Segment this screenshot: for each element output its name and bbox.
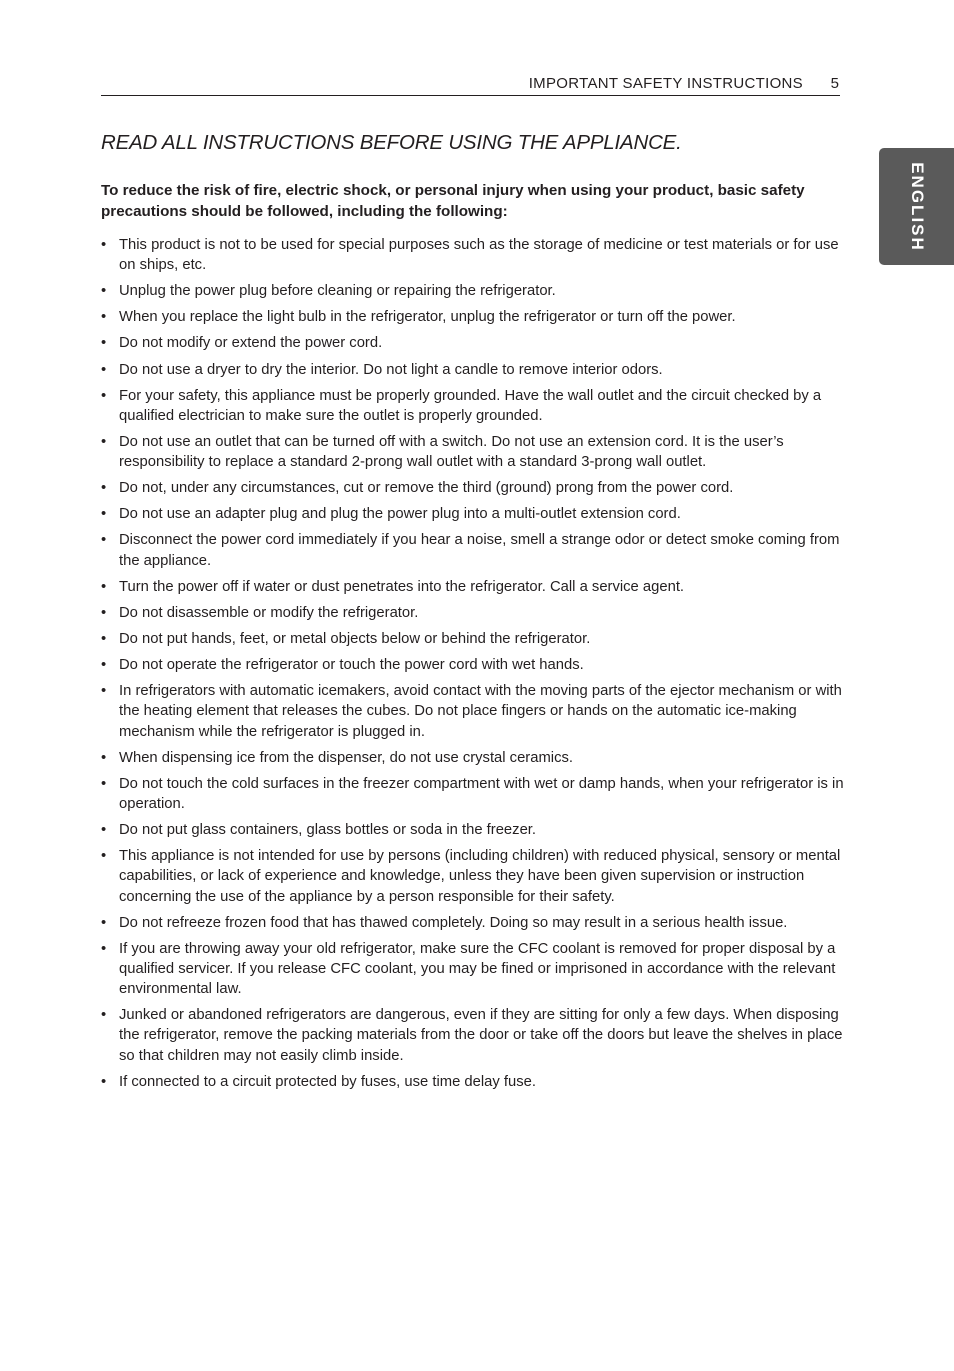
list-item (101, 603, 845, 623)
bullet-icon: • (101, 361, 107, 378)
list-item-text: For your safety, this appliance must be properly grounded. Have the wall outlet and the circuit checked by a qualified electrician to make sure the outlet is properly grounded. (119, 387, 822, 424)
list-item (101, 1072, 845, 1092)
bullet-icon: • (101, 1007, 107, 1024)
bullet-icon: • (101, 657, 107, 674)
list-item-text: Do not use an adapter plug and plug the power plug into a multi-outlet extension cord. (119, 506, 681, 523)
bullet-icon: • (101, 1073, 107, 1090)
list-item (101, 846, 845, 907)
list-item-text: Do not touch the cold surfaces in the freezer compartment with wet or damp hands, when your refrigerator is in operation. (119, 775, 844, 812)
list-item-text: Do not put glass containers, glass bottles or soda in the freezer. (119, 822, 537, 839)
list-item (101, 820, 845, 840)
bullet-icon: • (101, 848, 107, 865)
list-item-text: This appliance is not intended for use by persons (including children) with reduced physical, sensory or mental capabilities, or lack of experience and knowledge, unless they have been given supervision or instruction concerning the use of the appliance by a person responsible for their safety. (119, 848, 841, 905)
list-item (101, 333, 845, 353)
bullet-icon: • (101, 914, 107, 931)
list-item (101, 307, 845, 327)
page-number: 5 (830, 75, 839, 92)
list-item-text: When dispensing ice from the dispenser, do not use crystal ceramics. (119, 749, 573, 766)
list-item (101, 386, 845, 426)
list-item (101, 655, 845, 675)
list-item-text: Junked or abandoned refrigerators are dangerous, even if they are sitting for only a few days. When disposing the refrigerator, remove the packing materials from the door or take off the doors but leave the shelves in place so that children may not easily climb inside. (119, 1007, 843, 1064)
bullet-icon: • (101, 940, 107, 957)
list-item (101, 530, 845, 570)
list-item (101, 939, 845, 1000)
list-item (101, 577, 845, 597)
list-item (101, 913, 845, 933)
bullet-icon: • (101, 630, 107, 647)
bullet-icon: • (101, 604, 107, 621)
list-item-text: When you replace the light bulb in the refrigerator, unplug the refrigerator or turn off the power. (119, 309, 736, 326)
bullet-icon: • (101, 283, 107, 300)
list-item-text: Do not use an outlet that can be turned off with a switch. Do not use an extension cord. It is the user’s responsibility to replace a standard 2-prong wall outlet with a standard 3-prong wall outlet. (119, 433, 784, 471)
list-item (101, 281, 845, 301)
list-item-text: Disconnect the power cord immediately if you hear a noise, smell a strange odor or detect smoke coming from the appliance. (119, 532, 840, 569)
bullet-icon: • (101, 309, 107, 326)
list-item-text: Turn the power off if water or dust penetrates into the refrigerator. Call a service agent. (119, 578, 685, 595)
list-item-text: Do not, under any circumstances, cut or remove the third (ground) prong from the power cord. (119, 480, 734, 497)
bullet-icon: • (101, 532, 107, 549)
list-item-text: Do not put hands, feet, or metal objects below or behind the refrigerator. (119, 630, 591, 647)
intro-paragraph: To reduce the risk of fire, electric shock, or personal injury when using your product, basic safety precautions should be followed, including the following: (101, 182, 805, 220)
bullet-icon: • (101, 683, 107, 700)
list-item (101, 748, 845, 768)
list-item-text: This product is not to be used for special purposes such as the storage of medicine or test materials or for use on ships, etc. (119, 237, 839, 274)
language-tab-label: ENGLISH (907, 161, 927, 252)
list-item (101, 432, 845, 472)
bullet-icon: • (101, 749, 107, 766)
header-section-title: IMPORTANT SAFETY INSTRUCTIONS (528, 75, 803, 92)
bullet-icon: • (101, 578, 107, 595)
bullet-icon: • (101, 506, 107, 523)
list-item (101, 681, 845, 742)
page-title: READ ALL INSTRUCTIONS BEFORE USING THE APPLIANCE. (101, 131, 682, 154)
list-item (101, 1005, 845, 1066)
list-item-text: If connected to a circuit protected by fuses, use time delay fuse. (119, 1073, 537, 1090)
bullet-icon: • (101, 433, 107, 450)
list-item-text: In refrigerators with automatic icemakers, avoid contact with the moving parts of the ejector mechanism or with the heating element that releases the cubes. Do not place fingers or hands on the automatic ice-making mechanism while the refrigerator is plugged in. (119, 683, 842, 740)
list-item (101, 478, 845, 498)
bullet-icon: • (101, 237, 107, 253)
safety-instructions-list (101, 235, 845, 1098)
bullet-icon: • (101, 822, 107, 839)
bullet-icon: • (101, 480, 107, 497)
bullet-icon: • (101, 387, 107, 404)
list-item (101, 360, 845, 380)
bullet-icon: • (101, 775, 107, 792)
list-item (101, 629, 845, 649)
list-item (101, 774, 845, 814)
list-item (101, 504, 845, 524)
list-item-text: Do not modify or extend the power cord. (119, 335, 383, 352)
list-item-text: Do not use a dryer to dry the interior. Do not light a candle to remove interior odors. (119, 361, 663, 378)
list-item-text: Unplug the power plug before cleaning or repairing the refrigerator. (119, 283, 556, 300)
list-item-text: Do not operate the refrigerator or touch the power cord with wet hands. (119, 657, 584, 674)
list-item-text: If you are throwing away your old refrigerator, make sure the CFC coolant is removed for proper disposal by a qualified servicer. If you release CFC coolant, you may be fined or imprisoned in accordance with the relevant environmental law. (119, 940, 836, 998)
list-item (101, 235, 845, 275)
bullet-icon: • (101, 335, 107, 352)
list-item-text: Do not refreeze frozen food that has thawed completely. Doing so may result in a serious health issue. (119, 914, 788, 931)
page-header (101, 74, 840, 96)
list-item-text: Do not disassemble or modify the refrigerator. (119, 604, 419, 621)
language-tab (879, 148, 954, 265)
